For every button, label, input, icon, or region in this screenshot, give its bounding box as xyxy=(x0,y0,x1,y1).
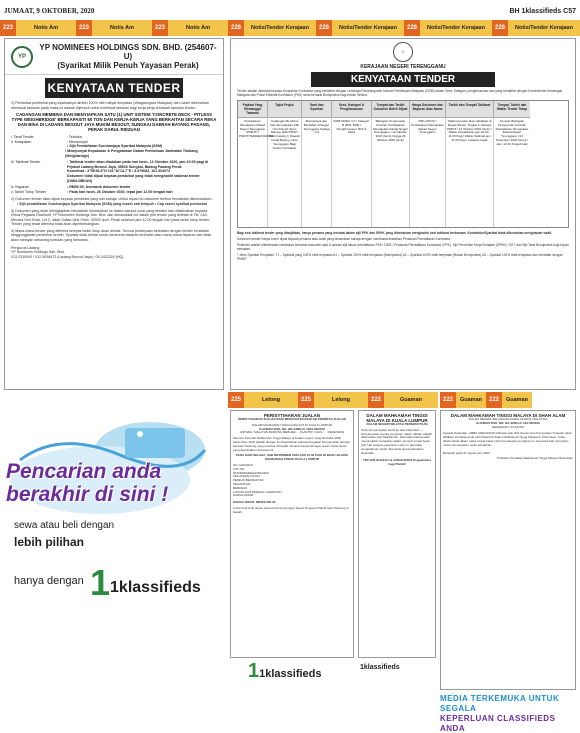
info-row: • Mempunyai Kepakaran & Pengalaman Dalam Pembinaan Jambatan Timbang (Weighbridge) xyxy=(64,148,198,158)
ad-sub-1: sewa atau beli dengan xyxy=(14,520,115,531)
yp-point4: 4) Mana-mana tender yang diterima selepas tarikh tutup akan ditolak. Semua pertanyaan berkaitan dengan tender ini adalah tanggungjawab pembekal sendiri. Syarikat tidak terikat untuk menerima tawaran terendah atau mana-mana tawaran dan tidak akan melayan sebarang tuntutan yang berkaitan. xyxy=(11,228,212,243)
info-row: • Sijil Pendaftaran Suruhanjaya Syarikat Malaysia (SSM) xyxy=(67,144,163,149)
yp-company-sub: (Syarikat Milik Penuh Yayasan Perak) xyxy=(57,61,199,70)
category-tab[interactable]: 228 Notis/Tender Kerajaan xyxy=(492,20,580,36)
court-sub: DALAM NEGERI WILAYAH PERSEKUTUAN xyxy=(366,422,428,426)
category-strip-top-right xyxy=(228,20,580,36)
table-cell: CIDB GRED: G7 / Kategori: B (B04, B28) / Pengkhususan: B04 & CE21 xyxy=(332,117,372,227)
auction-title: PERISYTIHARAN JUALAN xyxy=(263,413,321,418)
category-tab[interactable]: 228 Notis/Tender Kerajaan xyxy=(404,20,492,36)
auction-reserve: HARGA RIZAB: RM450,000.00 xyxy=(233,500,276,505)
mid-brand-logo[interactable] xyxy=(248,660,322,683)
tender-table xyxy=(237,100,569,228)
ad-hanya: hanya dengan xyxy=(14,575,84,587)
table-cell: Taklimat tender akan diadakan di Dewan Besar, Tingkat 2, Menara PMINT / 12 Oktober 2020 (Isnin) / Waktu Pendaftaran jam 10.00 - 11.00 Pagi / Waktu Taklimat jam 11.00 Pagi / Lawatan tapak xyxy=(446,117,494,227)
tagline-banner xyxy=(440,694,578,733)
category-tab[interactable]: 222 Guaman xyxy=(368,392,438,408)
ad-brand-logo[interactable] xyxy=(90,562,201,604)
kt2-note2: Dokumen tender hanya boleh dijual kepada penama atau wakil yang dinamakan sahaja dengan membawa sesalinan Perakuan Pendaftaran Kontraktor. xyxy=(237,237,452,241)
table-header: Pejabat Yang Memanggil Tawaran xyxy=(238,101,268,117)
yp-tender-notice xyxy=(4,38,224,390)
court-notice-2 xyxy=(358,410,436,658)
table-cell: Bumiputera dan Berdaftar di Negeri Terengganu Sahaja / G7 xyxy=(302,117,332,227)
auction-court: DALAM MAHKAMAH TINGGI MALAYA DI KUALA LUMPUR xyxy=(252,422,332,427)
yp-footer: Pengurus Ladang YP Nominees Holdings Sdn. Bhd. 013-2310000 / 012-5938473 (Ladang Besout Jaya) / 05-2422200 (HQ) xyxy=(11,245,124,259)
info-row: v. Tarikh Tutup Tender : Pada hari Isnin, 26 Oktober 2020, tepat jam 12.00 tengah hari xyxy=(11,189,173,194)
table-header: Harga Dokumen dan Bayaran Atas Nama xyxy=(410,101,446,117)
table-header: Tempat dan Tarikh Dokumen Boleh Dijual xyxy=(372,101,410,117)
kt2-note1: Bagi sesi taklimat tender yang diwajibkan, hanya penama yang tercatat dalam sijil PPK dan SPKK yang dibenarkan menghadiri sesi taklimat berkenaan. Kontraktor/Syarikat tidak dibenarkan menghantar wakil. xyxy=(237,231,553,235)
brand-one-icon: 1 xyxy=(248,660,260,682)
court-footer: TETUAN GHAZALI & ASSOCIATES Peguamcara bagi Plaintif xyxy=(362,458,431,467)
info-row: iii. Taklimat Tender : Taklimat tender akan diadakan pada hari Isnin, 12 Oktober 2020, jam 10.00 pagi di Pejabat Ladang Besout Jaya, 35600 Sungkai, Batang Padang Perak xyxy=(11,160,209,169)
guaman-parties: DEFENDAN / PLAINTIF xyxy=(491,424,525,429)
auction-case: GUAMAN SIVIL NO. WA-24NCvC-1234-09/2019 xyxy=(259,426,325,431)
court-body: Notis Penyampaian Ganti ke atas Defendan — Penyampaian secara penyiaran dalam akhbar adalah dibenarkan oleh Mahkamah. Defendan dikehendaki memasukkan kehadiran dalam tempoh empat belas (14) hari selepas penyiaran notis ini, jika tidak penghakiman boleh diperolehi tanpa kehadiran Defendan. xyxy=(361,427,433,455)
table-header: Taraf dan Syarikat xyxy=(302,101,332,117)
tagline-line-1: MEDIA TERKEMUKA UNTUK SEGALA xyxy=(440,694,560,713)
agency-name: KERAJAAN NEGERI TERENGGANU xyxy=(360,64,446,70)
info-row: Koordinat : 3°58'46.8"N 101°16'14.7"E / 3.979683, 101.304072 xyxy=(67,169,171,174)
table-header: Gred, Kategori & Pengkhususan xyxy=(332,101,372,117)
ad-sub-2: lebih pilihan xyxy=(14,535,85,549)
tagline-line-2: KEPERLUAN CLASSIFIEDS ANDA xyxy=(440,714,556,733)
category-tab[interactable]: 222 Guaman xyxy=(486,392,532,408)
kt2-note3: Petender adalah dikehendaki membawa bersama dokumen asal & salinan sijil akuan pendaftaran PKK/ CIDB / Perakuan Pendaftaran Kontraktor (PPK), Sijil Perolehan Kerja Kerajaan (SPKK) / SST dan Sijil Taraf Bumiputera bagi tujuan semakan. xyxy=(237,243,569,251)
info-row: iv. Bayaran : RM50.00, termasuk dokumen tender xyxy=(11,185,131,190)
yp-intro: 1) Pembekal pembekal yang syarikatnya dimiliki 100% oleh rakyat tempatan (Warganegara Malaysia) dan masih dibenarkan membuat tawaran pada masa ini adalah dijemput untuk membuat tawaran bagi kerja-kerja di bawah tawaran tender: xyxy=(11,101,209,110)
brand-name: 1klassifieds xyxy=(110,579,201,596)
yp-company: YP NOMINEES HOLDINGS SDN. BHD. (254607-U) xyxy=(39,43,217,61)
table-header: Tempat, Tarikh dan Waktu Tender Tutup xyxy=(494,101,530,117)
masthead xyxy=(4,4,576,18)
table-cell: Cadangan Membina Dan Menyiapkan 238 Unit Rumah Teres Mampu Milik PMINT Bukit Gasing II, Daerah Kuala Berang, Hulu Terengganu Bagi Tender Kontraktor xyxy=(268,117,302,227)
category-tab[interactable]: 222 Guaman xyxy=(440,392,486,408)
category-strip-top-left xyxy=(0,20,228,36)
guaman-sign: Timbalan Pendaftar Mahkamah Tinggi Malaya Shah Alam xyxy=(496,456,573,461)
category-tab[interactable]: 225 Lelong xyxy=(228,392,298,408)
guaman-footer: Bertarikh pada 21 September 2020 xyxy=(443,450,490,455)
table-cell: Tempat: Bahagian Pengurusan Kontrak, Perbadanan Memajukan Iktisad Negeri Terengganu / 02 November 2020 (Isnin) / Jam: 12.00 Tengah Hari xyxy=(494,117,530,227)
yp-logo: YP xyxy=(11,46,33,68)
table-cell: Perbadanan Memajukan Iktisad Negeri Terengganu (PMINT) / PMINT/TENDER/10/2020 xyxy=(238,117,268,227)
table-header: Tajuk Projek xyxy=(268,101,302,117)
category-tab[interactable]: 223 Notis Am xyxy=(152,20,228,36)
table-cell: RM1,150.00 / Perbadanan Memajukan Iktisad Negeri Terengganu xyxy=(410,117,446,227)
ad-headline: Pencarian anda berakhir di sini ! xyxy=(6,460,169,506)
auction-notice-1 xyxy=(230,410,354,658)
yp-heading: KENYATAAN TENDER xyxy=(45,78,183,98)
yp-point3: 3) Dokumen yang telah dilengkapkan hendaklah dimasukkan ke dalam sampul surat yang berlakri dan dialamatkan kepada Ketua Pegawai Eksekutif, YP Nominees Holdings Sdn. Bhd. dan dimasukkan ke dalam peti tender yang terletak di Tkt. 24A, Menara Seri Kinta, Lot 2, Jalan Sultan Idris Shah, 30000 Ipoh, Perak sebelum jam 12.00 tengah hari pada tarikh tutup tender. Tender yang lewat diterima tidak akan dipertimbangkan. xyxy=(11,208,211,227)
kt2-intro: Tender adalah dipelawa kepada Kontraktor-Kontraktor yang berdaftar dengan Lembaga Pembangunan Industri Pembinaan Malaysia (CIDB) dalam Gred, Kategori, pengkhususan dan yang berdaftar dengan Kementerian Kewangan Malaysia dan Pusat Khidmat Kontraktor (PKK) serta bertaraf Bumiputera bagi tender berikut: xyxy=(237,89,563,97)
info-row: Dokumen tidak dijual kepada pembekal yang tidak menghadiri taklimat tender (DIWAJIBKAN) xyxy=(67,173,200,183)
auction-parties: ANTARA / MALAYAN BANKING BERHAD ... PLAINTIF / DAN / ... DEFENDAN xyxy=(239,430,345,435)
terengganu-tender-notice xyxy=(230,38,576,390)
masthead-date: JUMAAT, 9 OKTOBER, 2020 xyxy=(4,7,95,15)
auction-sale: PADA HARI SELASA, 3HB NOVEMBER 2020 JAM 10.30 PAGI DI BILIK LELONG MAHKAMAH TINGGI KUALA LUMPUR xyxy=(236,453,348,462)
category-tab[interactable]: 228 Notis/Tender Kerajaan xyxy=(228,20,316,36)
small-brand-logo[interactable] xyxy=(360,664,400,671)
yp-project: CADANGAN MEMBINA DAN MENYIAPKAN SATU (1) UNIT SISTEM 'CONCRETE DECK - PITLESS TYPE WEIGHBRIDGE' BERKAPASITI 60 TON DAN KERJA-KERJA YANG BERKAITAN SECARA REKA DAN BINA DI LADANG BESOUT JAYA MUKIM BESOUT, SUNGKAI DAERAH BATANG PADANG, PERAK DARUL RIDZUAN xyxy=(11,112,217,133)
kt2-heading: KENYATAAN TENDER xyxy=(311,72,495,87)
court-title: DALAM MAHKAMAH TINGGI MALAYA DI KUALA LUMPUR xyxy=(366,413,428,423)
category-tab[interactable]: 228 Notis/Tender Kerajaan xyxy=(316,20,404,36)
yp-point2: 2) Dokumen tender akan dijual kepada pembekal yang sah sahaja. Untuk tujuan itu dokumen berikut hendaklah dikemukakan:- xyxy=(11,197,213,202)
guaman-title: DALAM MAHKAMAH TINGGI MALAYA DI SHAH ALAM xyxy=(450,413,566,418)
yp-info-rows xyxy=(5,135,223,194)
yp-point2-items: • Sijil pendaftaran Suruhanjaya Syarikat Malaysia (SSM) yang masih sah tempoh • Cop rasmi syarikat pembekal xyxy=(17,201,207,206)
category-strip-bottom-mid xyxy=(228,392,438,408)
guaman-sub: DALAM NEGERI SELANGOR DARUL EHSAN, MALAYSIA xyxy=(468,417,548,421)
brand-name: 1klassifieds xyxy=(259,667,322,680)
category-tab[interactable]: 223 Notis Am xyxy=(76,20,152,36)
table-cell: Bahagian Pengurusan Kontrak, Perbadanan Memajukan Iktisad Negeri Terengganu / 12 Oktober 2020 (Isnin) hingga 26 Oktober 2020 (Isnin) xyxy=(372,117,410,227)
masthead-page: BH 1klassifieds C57 xyxy=(509,7,576,15)
auction-body: Menurut Perintah Mahkamah Tinggi Malaya di Kuala Lumpur yang bertarikh 15hb September 2020 adalah dengan ini diisytiharkan bahawa Pegawai Penjual akan dengan bantuan Pelelong yang tersebut di bawah menjual secara lelongan awam harta tanah yang diperihalkan di bawah ini. xyxy=(233,436,350,452)
yp-header xyxy=(5,39,223,75)
category-strip-bottom-right xyxy=(440,392,580,408)
auction-items: NO. HAKMILIK LOT NO. MUKIM/DAERAH/NEGERI KELUASAN TANAH PEMILIK BERDAFTAR PEGANGAN BEBANAN LOKASI DAN PERIHAL HARTANAH HARGA RIZAB xyxy=(233,462,282,498)
info-row: i. Taraf Tender : Terbuka xyxy=(11,135,82,140)
state-crest-icon: ☼ xyxy=(393,42,413,62)
category-tab[interactable]: 223 Notis Am xyxy=(0,20,76,36)
brand-one-icon: 1 xyxy=(90,562,111,603)
auction-footer: Untuk butir-butir lanjut, sila berhubung dengan Tetuan Peguam Plaintif atau Pelelong di bawah xyxy=(233,505,349,514)
kt2-note4: * Jenis Syarikat Tempatan: T1 – Syarikat yang 100% milik tempatan A1 – Syarikat 100% milik tempatan (Bumiputera) A2 – Syarikat 100% milik tempatan (Bukan Bumiputera) A3 – Syarikat 100% milik tempatan dan berdaftar dengan PMINT xyxy=(237,253,563,261)
category-tab[interactable]: 225 Lelong xyxy=(298,392,368,408)
guaman-case: GUAMAN SIVIL NO: BA-22NCvC-123-05/2020 xyxy=(476,420,540,425)
guaman-body: Kepada Defendan: AMBIL PERHATIAN bahawa satu Writ Saman dan Pernyataan Tuntutan telah difailkan terhadap anda oleh Plaintif di dalam Mahkamah Tinggi Malaya di Shah Alam. Anda dikehendaki dalam masa empat belas (14) hari selepas penyiaran ini, termasuk hari penyiaran, untuk memasukkan suatu kehadiran. xyxy=(443,431,572,447)
auction-sub: PERISYTIHARAN JUALAN BAGI MENGUATKUASAKAN PERINTAH JUALAN xyxy=(238,417,346,421)
guaman-notice xyxy=(440,410,576,690)
table-header: Tarikh dan Tempat Taklimat xyxy=(446,101,494,117)
info-row: ii. Kelayakan : Mempunyai xyxy=(11,139,88,144)
brand-name-small: 1klassifieds xyxy=(360,664,400,671)
